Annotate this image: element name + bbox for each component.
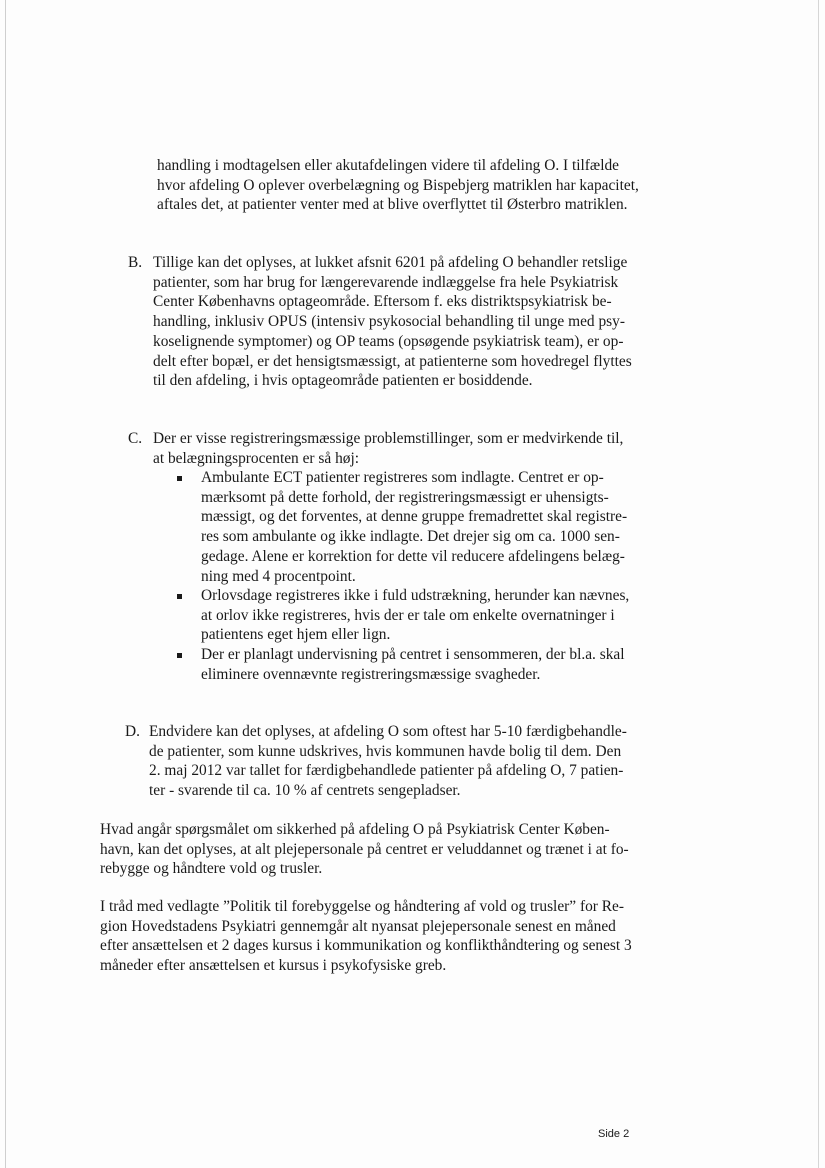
text-line: delt efter bopæl, er det hensigtsmæssigt, at patienterne som hovedregel flyttes (153, 352, 632, 370)
text-line: koselignende symptomer) og OP teams (opsøgende psykiatrisk team), er op- (153, 332, 624, 350)
text-line: Orlovsdage registreres ikke i fuld udstrækning, herunder kan nævnes, (201, 587, 630, 604)
bullet-square-icon (177, 653, 182, 658)
section-c-bullet-2 (201, 586, 629, 645)
text-line: ter - svarende til ca. 10 % af centrets sengepladser. (149, 782, 461, 800)
text-line: havn, kan det oplyses, at alt plejepersonale på centret er veluddannet og trænet i at fo- (100, 840, 629, 858)
text-line: mærksomt på dette forhold, der registreringsmæssigt er uhensigts- (201, 488, 609, 506)
text-line: Ambulante ECT patienter registreres som indlagte. Centret er op- (201, 469, 604, 486)
bullet-square-icon (177, 476, 182, 481)
text-line: at orlov ikke registreres, hvis der er tale om enkelte overnatninger i (201, 606, 615, 624)
text-line: handling, inklusiv OPUS (intensiv psykosocial behandling til unge med psy- (153, 313, 625, 331)
text-line: Center Københavns optageområde. Eftersom f. eks distriktspsykiatrisk be- (153, 293, 612, 311)
text-line: gion Hovedstadens Psykiatri gennemgår alt nyansat plejepersonale senest en måned (100, 917, 616, 935)
section-c-paragraph (153, 429, 623, 468)
policy-paragraph (100, 897, 632, 976)
text-line: gedage. Alene er korrektion for dette vil reducere afdelingens belæg- (201, 547, 625, 565)
section-b-letter: B. (128, 254, 143, 271)
text-line: måneder efter ansættelsen et kursus i psykofysiske greb. (100, 957, 447, 975)
section-d-letter: D. (125, 723, 140, 740)
text-line: 2. maj 2012 var tallet for færdigbehandlede patienter på afdeling O, 7 patien- (149, 762, 624, 780)
section-c-bullet-1 (201, 468, 627, 586)
text-line: efter ansættelsen et 2 dages kursus i kommunikation og konflikthåndtering og senest 3 (100, 937, 632, 955)
text-line: Hvad angår spørgsmålet om sikkerhed på afdeling O på Psykiatrisk Center Køben- (100, 821, 610, 838)
section-b-paragraph (153, 253, 632, 391)
text-line: aftales det, at patienter venter med at blive overflyttet til Østerbro matriklen. (157, 196, 628, 214)
text-line: rebygge og håndtere vold og trusler. (100, 860, 323, 878)
text-line: I tråd med vedlagte ”Politik til forebyggelse og håndtering af vold og trusler” for Re- (100, 898, 624, 915)
text-line: patienter, som har brug for længerevarende indlæggelse fra hele Psykiatrisk (153, 273, 619, 291)
text-line: Endvidere kan det oplyses, at afdeling O som oftest har 5-10 færdigbehandle- (149, 723, 627, 740)
text-line: til den afdeling, i hvis optageområde patienten er bosiddende. (153, 372, 533, 390)
text-line: ning med 4 procentpoint. (201, 567, 356, 585)
section-c-letter: C. (128, 430, 143, 447)
text-line: Der er visse registreringsmæssige problemstillinger, som er medvirkende til, (153, 430, 624, 447)
section-d-paragraph (149, 722, 627, 801)
text-line: eliminere ovennævnte registreringsmæssige svagheder. (201, 665, 541, 683)
scan-edge-right (818, 0, 819, 1168)
scan-edge-left (5, 0, 6, 1168)
text-line: Der er planlagt undervisning på centret i sensommeren, der bl.a. skal (201, 646, 625, 663)
text-line: hvor afdeling O oplever overbelægning og Bispebjerg matriklen har kapacitet, (157, 176, 639, 194)
safety-paragraph (100, 820, 629, 879)
page-number: Side 2 (598, 1128, 630, 1140)
text-line: at belægningsprocenten er så høj: (153, 449, 360, 467)
text-line: res som ambulante og ikke indlagte. Det drejer sig om ca. 1000 sen- (201, 528, 620, 546)
text-line: patientens eget hjem eller lign. (201, 626, 391, 644)
intro-paragraph (157, 156, 639, 215)
text-line: mæssigt, og det forventes, at denne gruppe fremadrettet skal registre- (201, 508, 628, 526)
text-line: Tillige kan det oplyses, at lukket afsnit 6201 på afdeling O behandler retslige (153, 254, 628, 271)
text-line: handling i modtagelsen eller akutafdelingen videre til afdeling O. I tilfælde (157, 157, 620, 174)
text-line: de patienter, som kunne udskrives, hvis kommunen havde bolig til dem. Den (149, 742, 622, 760)
bullet-square-icon (177, 594, 182, 599)
section-c-bullet-3 (201, 645, 625, 684)
